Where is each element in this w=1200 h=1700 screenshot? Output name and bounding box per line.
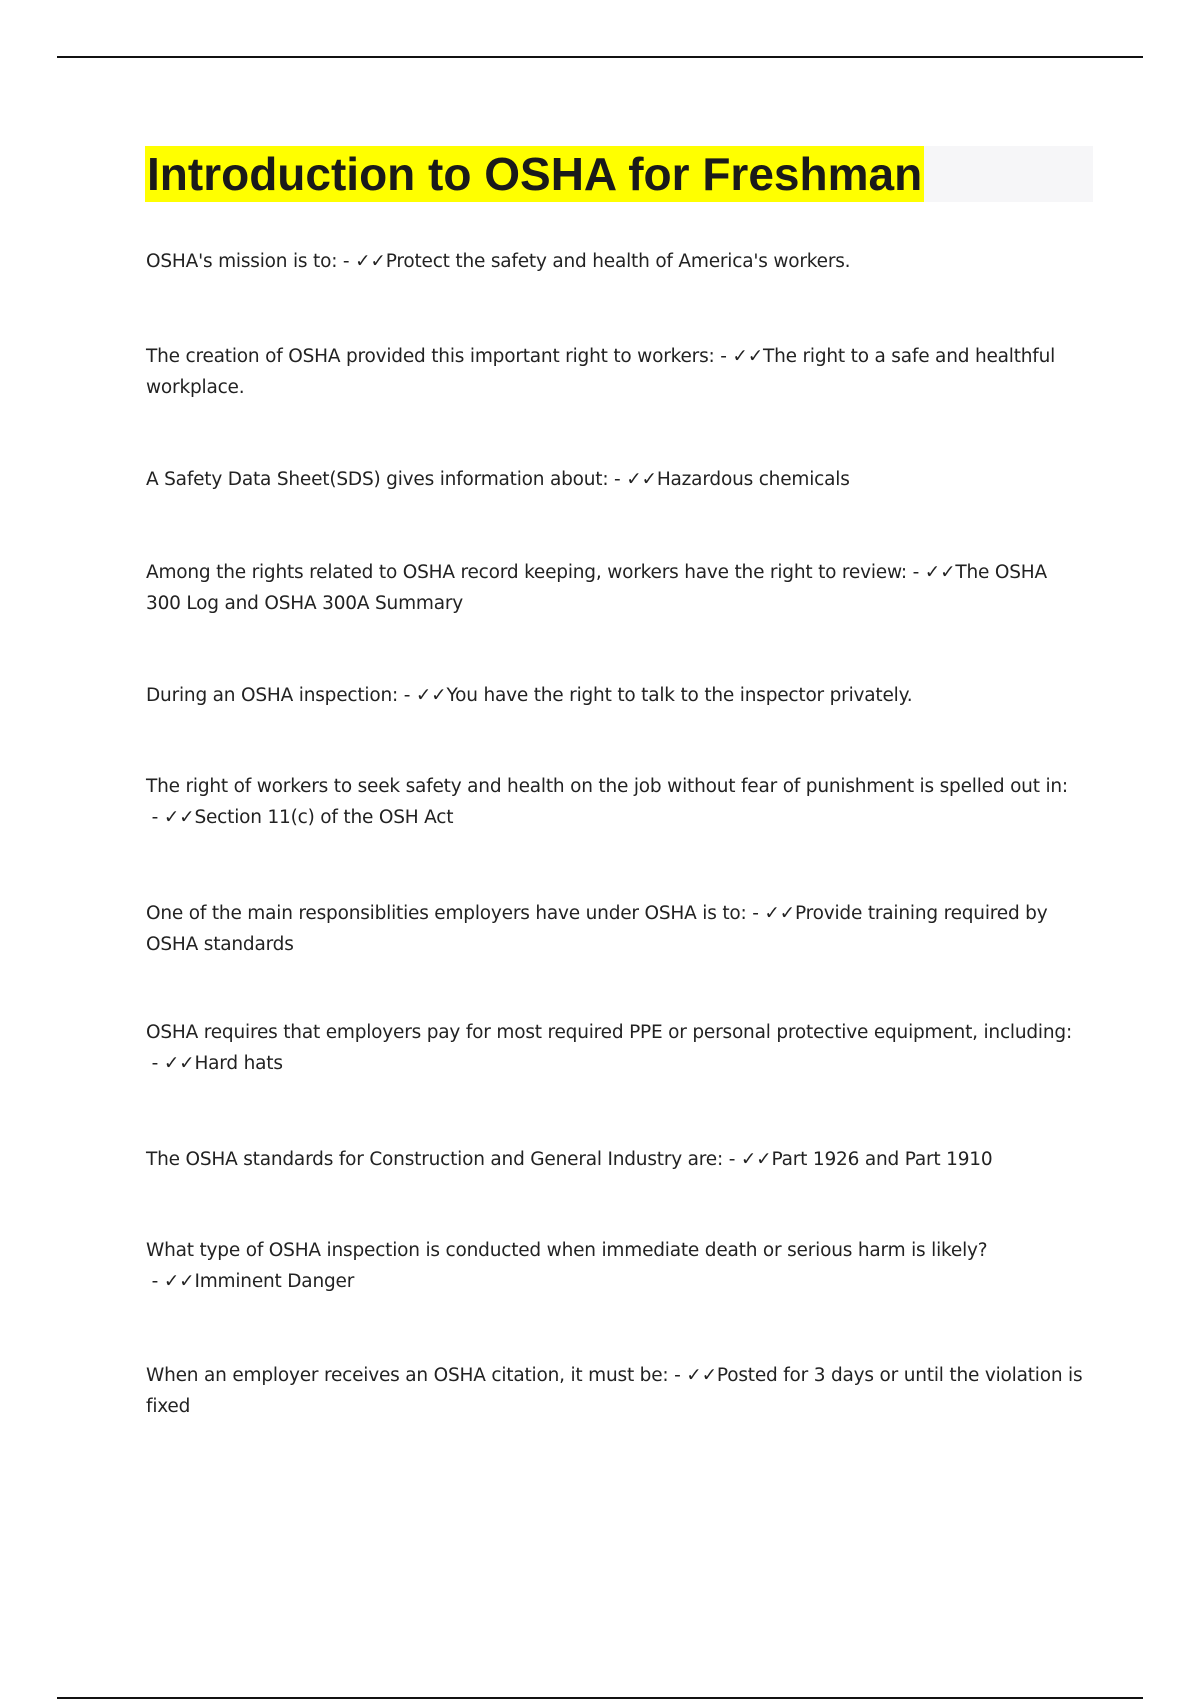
separator: - (146, 1271, 164, 1292)
qa-item (146, 1144, 1086, 1175)
question-text: What type of OSHA inspection is conducted when immediate death or serious harm is likely? (146, 1240, 988, 1261)
answer-text: Hard hats (194, 1053, 283, 1074)
question-text: Among the rights related to OSHA record keeping, workers have the right to review: (146, 562, 907, 583)
qa-item (146, 1017, 1086, 1079)
qa-item (146, 246, 1086, 277)
answer-text: You have the right to talk to the inspector privately. (446, 685, 913, 706)
question-text: OSHA's mission is to: (146, 251, 338, 272)
answer-text: Protect the safety and health of America's workers. (385, 251, 851, 272)
qa-item (146, 557, 1086, 619)
separator: - (723, 1149, 741, 1170)
separator: - (746, 903, 765, 924)
answer-text: The OSHA 300 Log and OSHA 300A Summary (146, 562, 1047, 614)
answer-text: Imminent Danger (194, 1271, 355, 1292)
check-icon: ✓✓ (163, 1271, 195, 1292)
check-icon: ✓✓ (163, 807, 195, 828)
check-icon: ✓✓ (163, 1053, 195, 1074)
separator: - (337, 251, 356, 272)
answer-text: Part 1926 and Part 1910 (771, 1149, 993, 1170)
qa-item (146, 680, 1086, 711)
check-icon: ✓✓ (355, 251, 386, 272)
qa-item (146, 771, 1086, 833)
answer-text: Posted for 3 days or until the violation is fixed (146, 1365, 1083, 1417)
check-icon: ✓✓ (764, 903, 795, 924)
question-text: The OSHA standards for Construction and General Industry are: (146, 1149, 724, 1170)
separator: - (668, 1365, 687, 1386)
question-text: The right of workers to seek safety and health on the job without fear of punishment is spelled out in: (146, 776, 1068, 797)
question-text: When an employer receives an OSHA citation, it must be: (146, 1365, 669, 1386)
question-text: The creation of OSHA provided this important right to workers: (146, 346, 715, 367)
separator: - (146, 1053, 164, 1074)
document-title: Introduction to OSHA for Freshman (147, 148, 923, 200)
top-rule (57, 56, 1143, 58)
question-text: During an OSHA inspection: (146, 685, 399, 706)
question-text: One of the main responsiblities employers have under OSHA is to: (146, 903, 747, 924)
separator: - (608, 469, 627, 490)
answer-text: Hazardous chemicals (656, 469, 850, 490)
bottom-rule (57, 1697, 1143, 1699)
check-icon: ✓✓ (732, 346, 763, 367)
check-icon: ✓✓ (415, 685, 447, 706)
qa-item (146, 464, 1086, 495)
qa-item (146, 1360, 1086, 1422)
check-icon: ✓✓ (924, 562, 956, 583)
check-icon: ✓✓ (740, 1149, 772, 1170)
answer-text: The right to a safe and healthful workplace. (146, 346, 1056, 398)
answer-text: Provide training required by OSHA standards (146, 903, 1048, 955)
qa-item (146, 1235, 1086, 1297)
qa-item (146, 341, 1086, 403)
separator: - (714, 346, 733, 367)
answer-text: Section 11(c) of the OSH Act (194, 807, 454, 828)
separator: - (398, 685, 416, 706)
qa-item (146, 898, 1086, 960)
check-icon: ✓✓ (686, 1365, 717, 1386)
separator: - (906, 562, 925, 583)
question-text: OSHA requires that employers pay for most required PPE or personal protective equipment, including: (146, 1022, 1072, 1043)
separator: - (146, 807, 164, 828)
check-icon: ✓✓ (626, 469, 657, 490)
question-text: A Safety Data Sheet(SDS) gives information about: (146, 469, 609, 490)
